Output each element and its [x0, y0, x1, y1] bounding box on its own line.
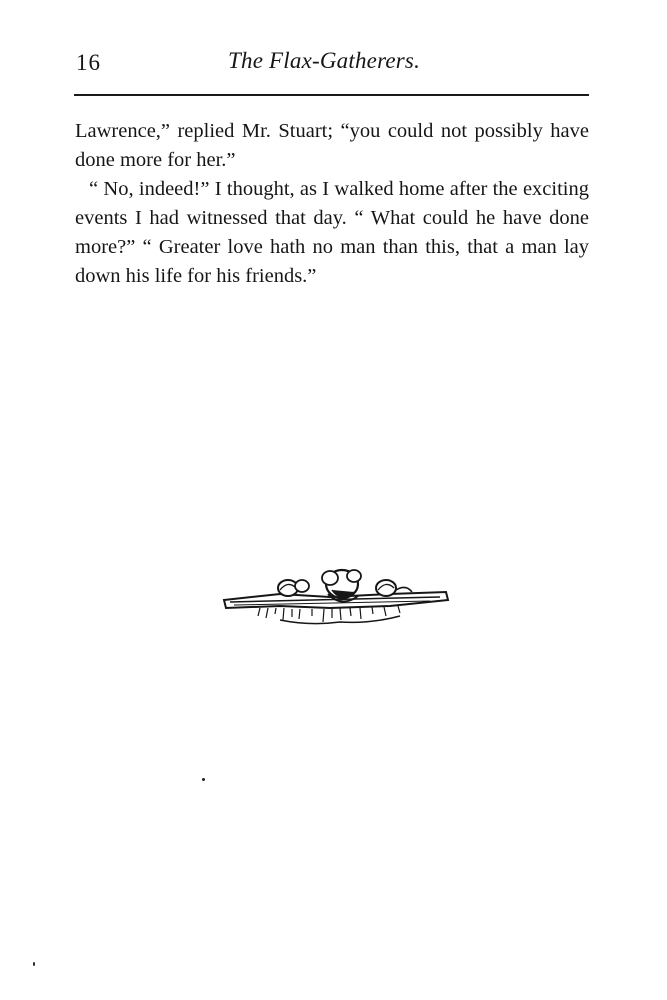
paragraph-continued: Lawrence,” replied Mr. Stuart; “you could not possibly have done more for her.” [75, 120, 589, 171]
header-rule [74, 94, 589, 96]
running-title: The Flax-Gatherers. [228, 48, 421, 73]
page-number: 16 [76, 50, 101, 75]
paragraph: “ No, indeed!” I thought, as I walked home after the exciting events I had witnessed that day. “ What could he have done more?” “ Greater love hath no man than this, that a man lay down his life for his friends.” [75, 178, 589, 287]
running-head [76, 48, 588, 80]
body-text [75, 117, 589, 291]
floral-tailpiece-icon [220, 564, 450, 634]
print-speck [202, 778, 205, 781]
print-speck [33, 962, 35, 966]
